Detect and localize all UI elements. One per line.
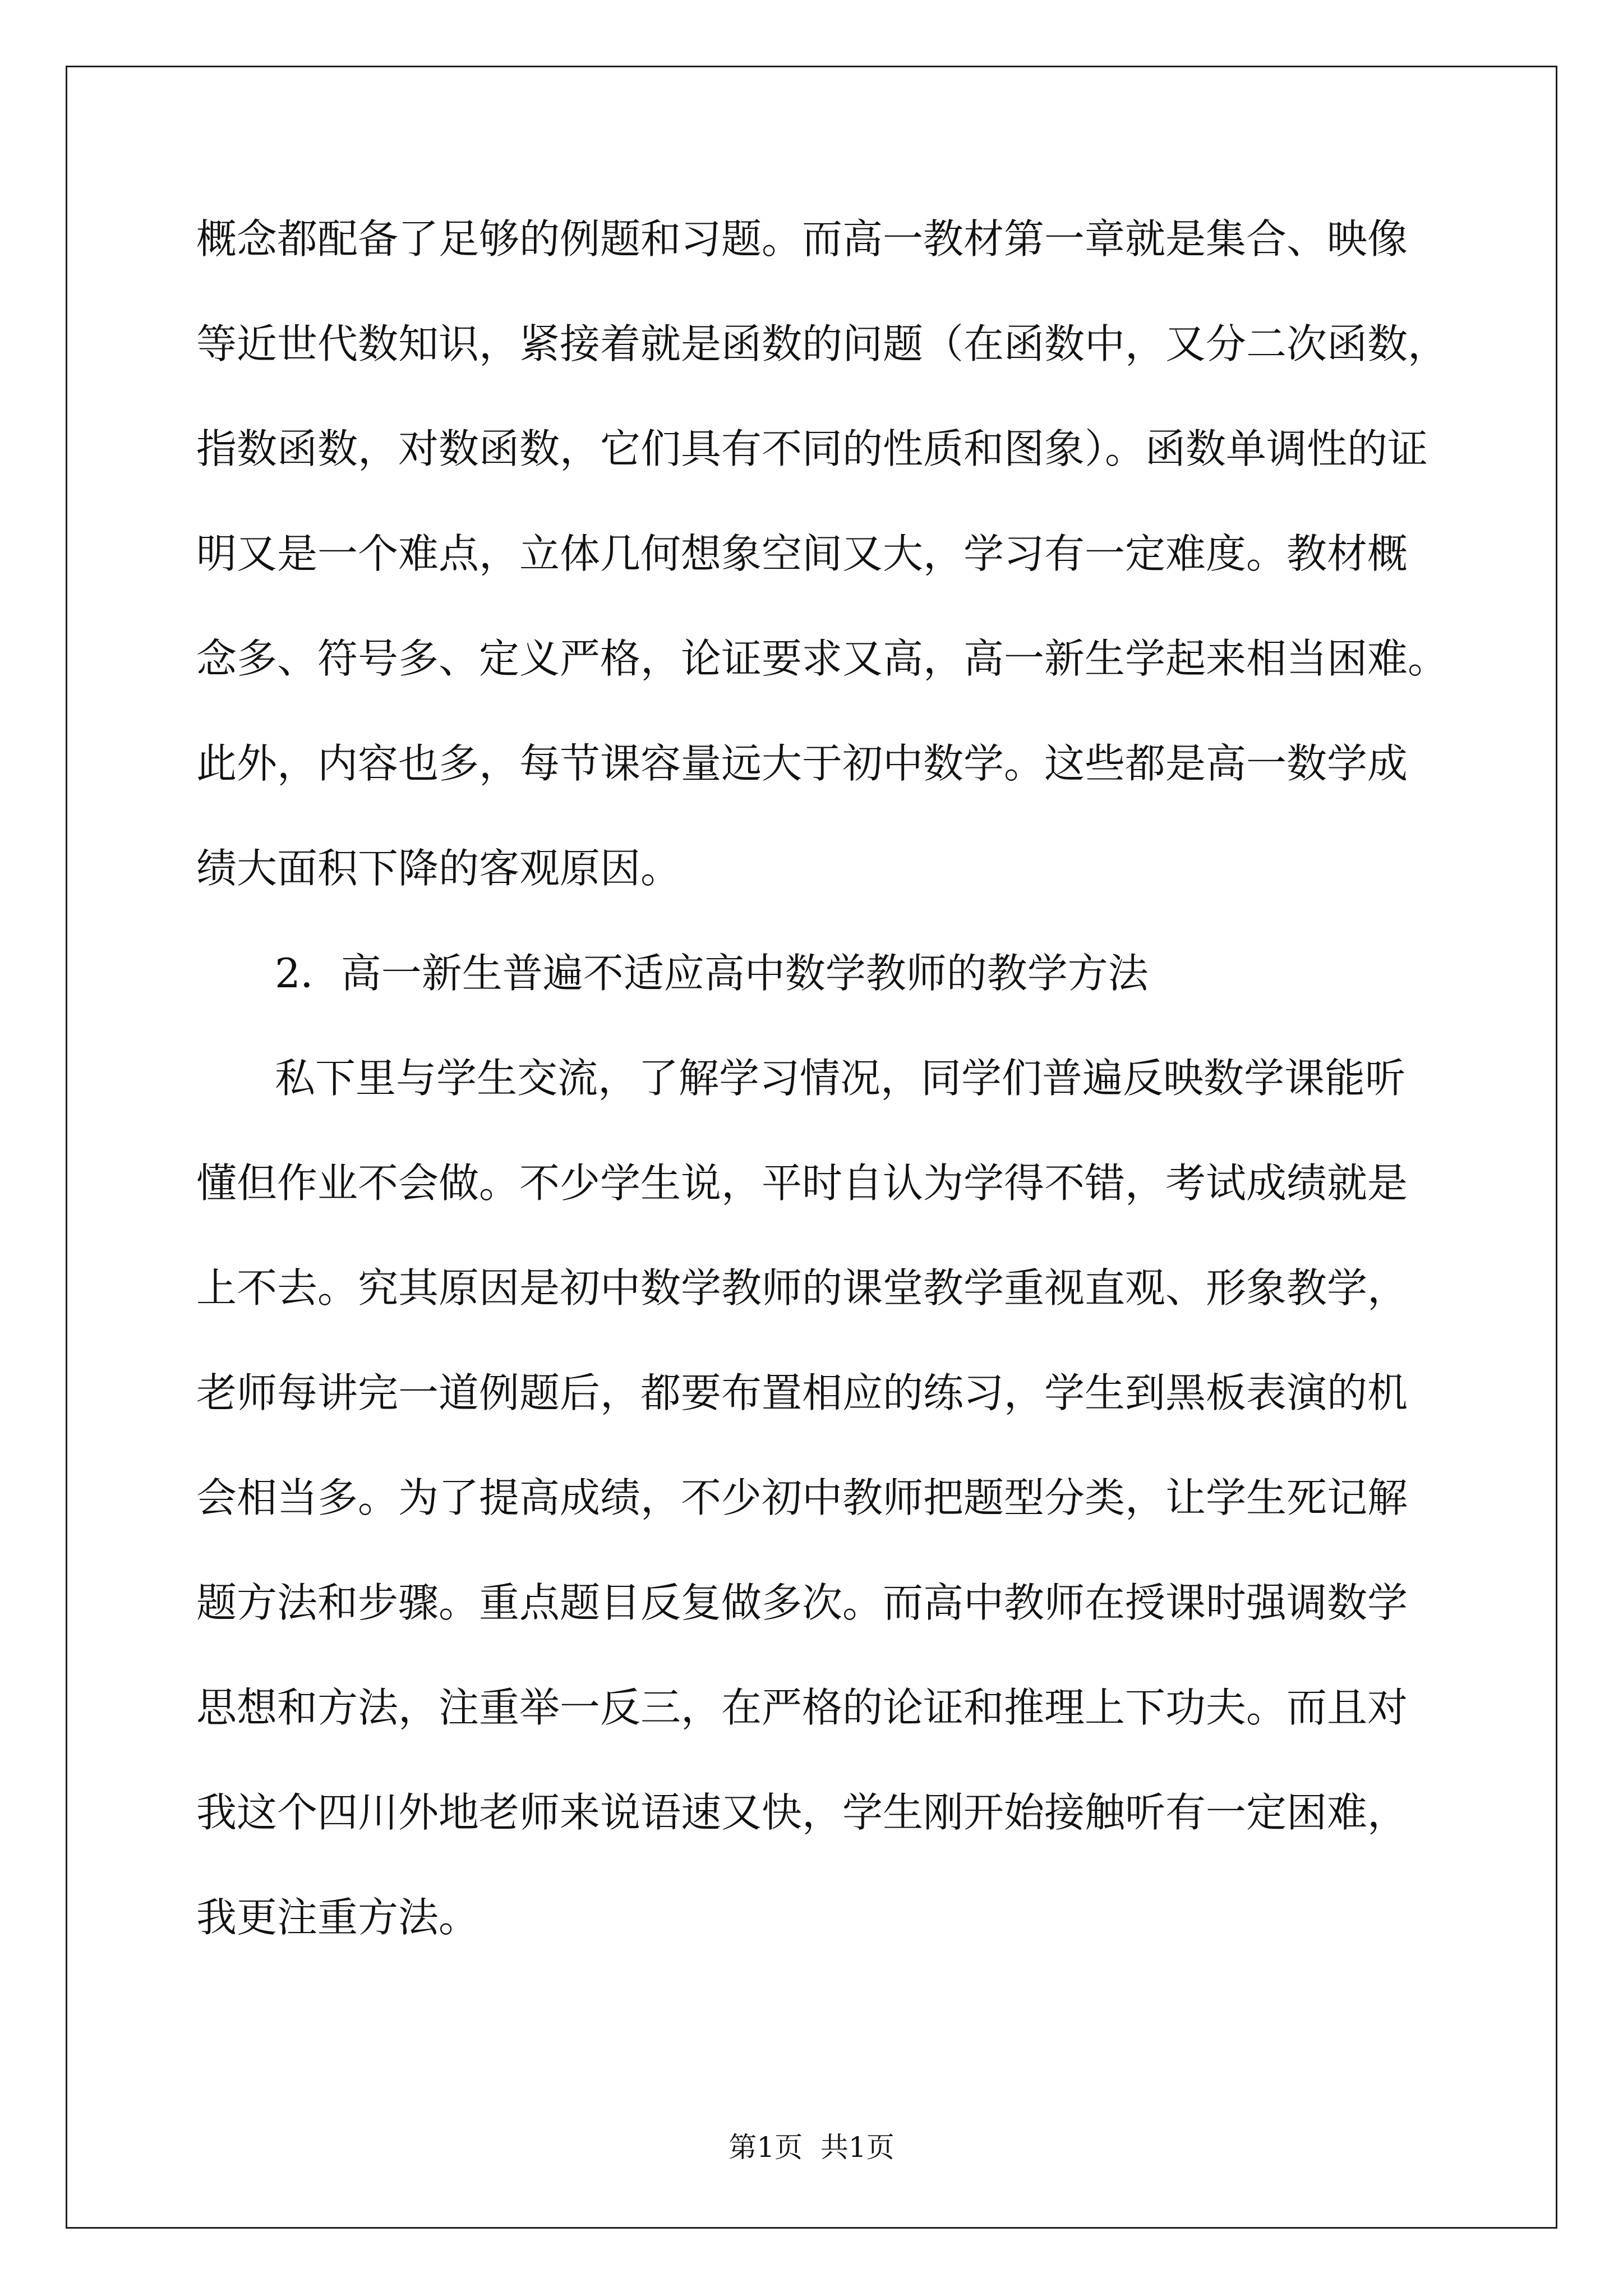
text-line: 上不去。究其原因是初中数学教师的课堂教学重视直观、形象教学， bbox=[196, 1264, 1408, 1312]
text-line: 我更注重方法。 bbox=[196, 1894, 479, 1941]
text-line: 老师每讲完一道例题后，都要布置相应的练习，学生到黑板表演的机 bbox=[196, 1369, 1408, 1416]
text-line: 题方法和步骤。重点题目反复做多次。而高中教师在授课时强调数学 bbox=[196, 1579, 1408, 1626]
document-body bbox=[196, 215, 1449, 2002]
text-line: 懂但作业不会做。不少学生说，平时自认为学得不错，考试成绩就是 bbox=[196, 1159, 1408, 1207]
text-line: 明又是一个难点，立体几何想象空间又大，学习有一定难度。教材概 bbox=[196, 530, 1408, 577]
text-line: 绩大面积下降的客观原因。 bbox=[196, 845, 681, 892]
text-line: 念多、符号多、定义严格，论证要求又高，高一新生学起来相当困难。 bbox=[196, 635, 1449, 682]
text-line: 此外，内容也多，每节课容量远大于初中数学。这些都是高一数学成 bbox=[196, 740, 1408, 787]
text-line: 私下里与学生交流，了解学习情况，同学们普遍反映数学课能听 bbox=[275, 1055, 1406, 1102]
text-line: 概念都配备了足够的例题和习题。而高一教材第一章就是集合、映像 bbox=[196, 215, 1408, 263]
text-line: 我这个四川外地老师来说语速又快，学生刚开始接触听有一定困难， bbox=[196, 1789, 1408, 1836]
text-line: 思想和方法，注重举一反三，在严格的论证和推理上下功夫。而且对 bbox=[196, 1684, 1408, 1731]
text-line: 指数函数，对数函数，它们具有不同的性质和图象）。函数单调性的证 bbox=[196, 425, 1428, 472]
page-footer: 第1页 共1页 bbox=[728, 2131, 895, 2164]
text-line: 会相当多。为了提高成绩，不少初中教师把题型分类，让学生死记解 bbox=[196, 1474, 1408, 1521]
section-heading: 2．高一新生普遍不适应高中数学教师的教学方法 bbox=[275, 950, 1149, 997]
text-line: 等近世代数知识，紧接着就是函数的问题（在函数中，又分二次函数， bbox=[196, 320, 1449, 367]
